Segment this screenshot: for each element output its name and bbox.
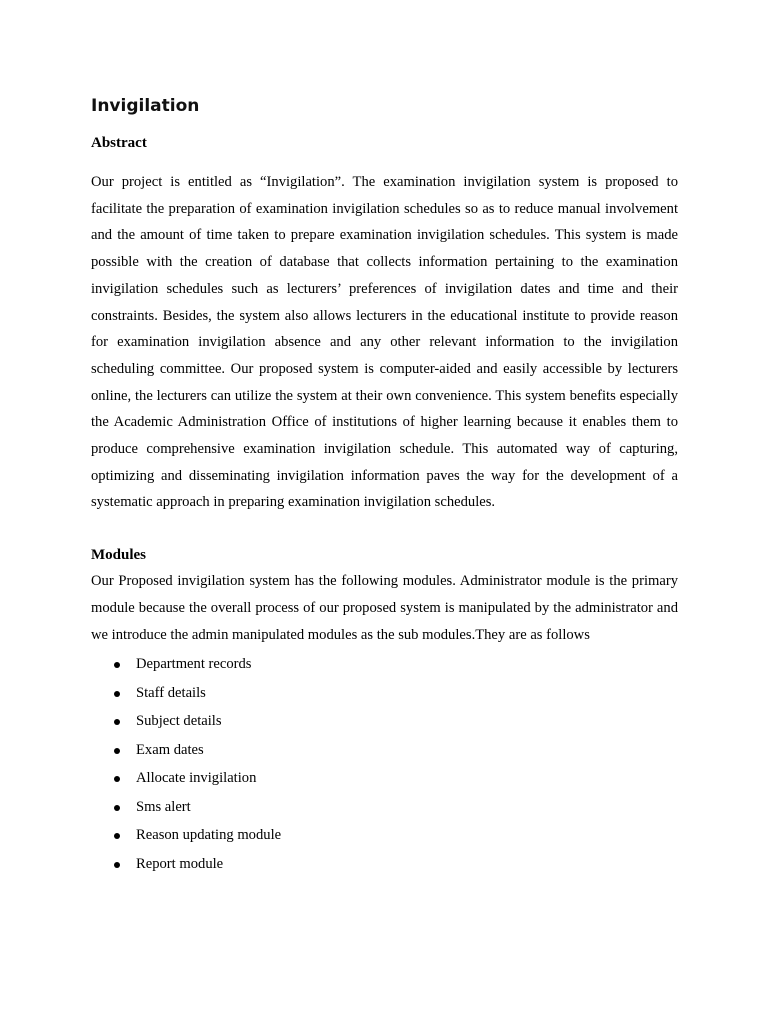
list-item bbox=[91, 679, 678, 708]
modules-heading: Modules bbox=[91, 547, 147, 564]
list-item-label: Department records bbox=[136, 656, 252, 673]
bullet-icon bbox=[114, 776, 120, 782]
list-item-label: Subject details bbox=[136, 713, 222, 730]
bullet-icon bbox=[114, 862, 120, 868]
bullet-icon bbox=[114, 691, 120, 697]
document-title: Invigilation bbox=[91, 96, 200, 116]
abstract-paragraph: Our project is entitled as “Invigilation”. The examination invigilation system is proposed to facilitate the preparation of examination invigilation schedules so as to reduce manual involvement and the amount of time taken to prepare examination invigilation schedules. This system is made possible with the creation of database that collects information pertaining to the examination invigilation schedules such as lecturers’ preferences of invigilation dates and time and their constraints. Besides, the system also allows lecturers in the educational institute to provide reason for examination invigilation absence and any other relevant information to the invigilation scheduling committee. Our proposed system is computer-aided and easily accessible by lecturers online, the lecturers can utilize the system at their own convenience. This system benefits especially the Academic Administration Office of institutions of higher learning because it enables them to produce comprehensive examination invigilation schedule. This automated way of capturing, optimizing and disseminating invigilation information paves the way for the development of a systematic approach in preparing examination invigilation schedules. bbox=[91, 174, 678, 511]
bullet-icon bbox=[114, 833, 120, 839]
abstract-heading: Abstract bbox=[91, 135, 147, 151]
list-item-label: Exam dates bbox=[136, 741, 204, 758]
list-item-label: Report module bbox=[136, 855, 224, 872]
bullet-icon bbox=[114, 662, 120, 668]
list-item-label: Sms alert bbox=[136, 798, 191, 815]
list-item bbox=[91, 650, 678, 679]
document-body bbox=[91, 92, 678, 878]
bullet-icon bbox=[114, 805, 120, 811]
list-item bbox=[91, 793, 678, 822]
list-item bbox=[91, 821, 678, 850]
list-item bbox=[91, 736, 678, 765]
list-item bbox=[91, 764, 678, 793]
list-item bbox=[91, 850, 678, 879]
list-item bbox=[91, 707, 678, 736]
list-item-label: Allocate invigilation bbox=[136, 770, 257, 787]
list-item-label: Reason updating module bbox=[136, 827, 282, 844]
bullet-icon bbox=[114, 748, 120, 754]
module-list bbox=[91, 650, 678, 878]
modules-paragraph: Our Proposed invigilation system has the following modules. Administrator module is the primary module because the overall process of our proposed system is manipulated by the administrator and we introduce the admin manipulated modules as the sub modules.They are as follows bbox=[91, 573, 678, 643]
bullet-icon bbox=[114, 719, 120, 725]
list-item-label: Staff details bbox=[136, 684, 206, 701]
